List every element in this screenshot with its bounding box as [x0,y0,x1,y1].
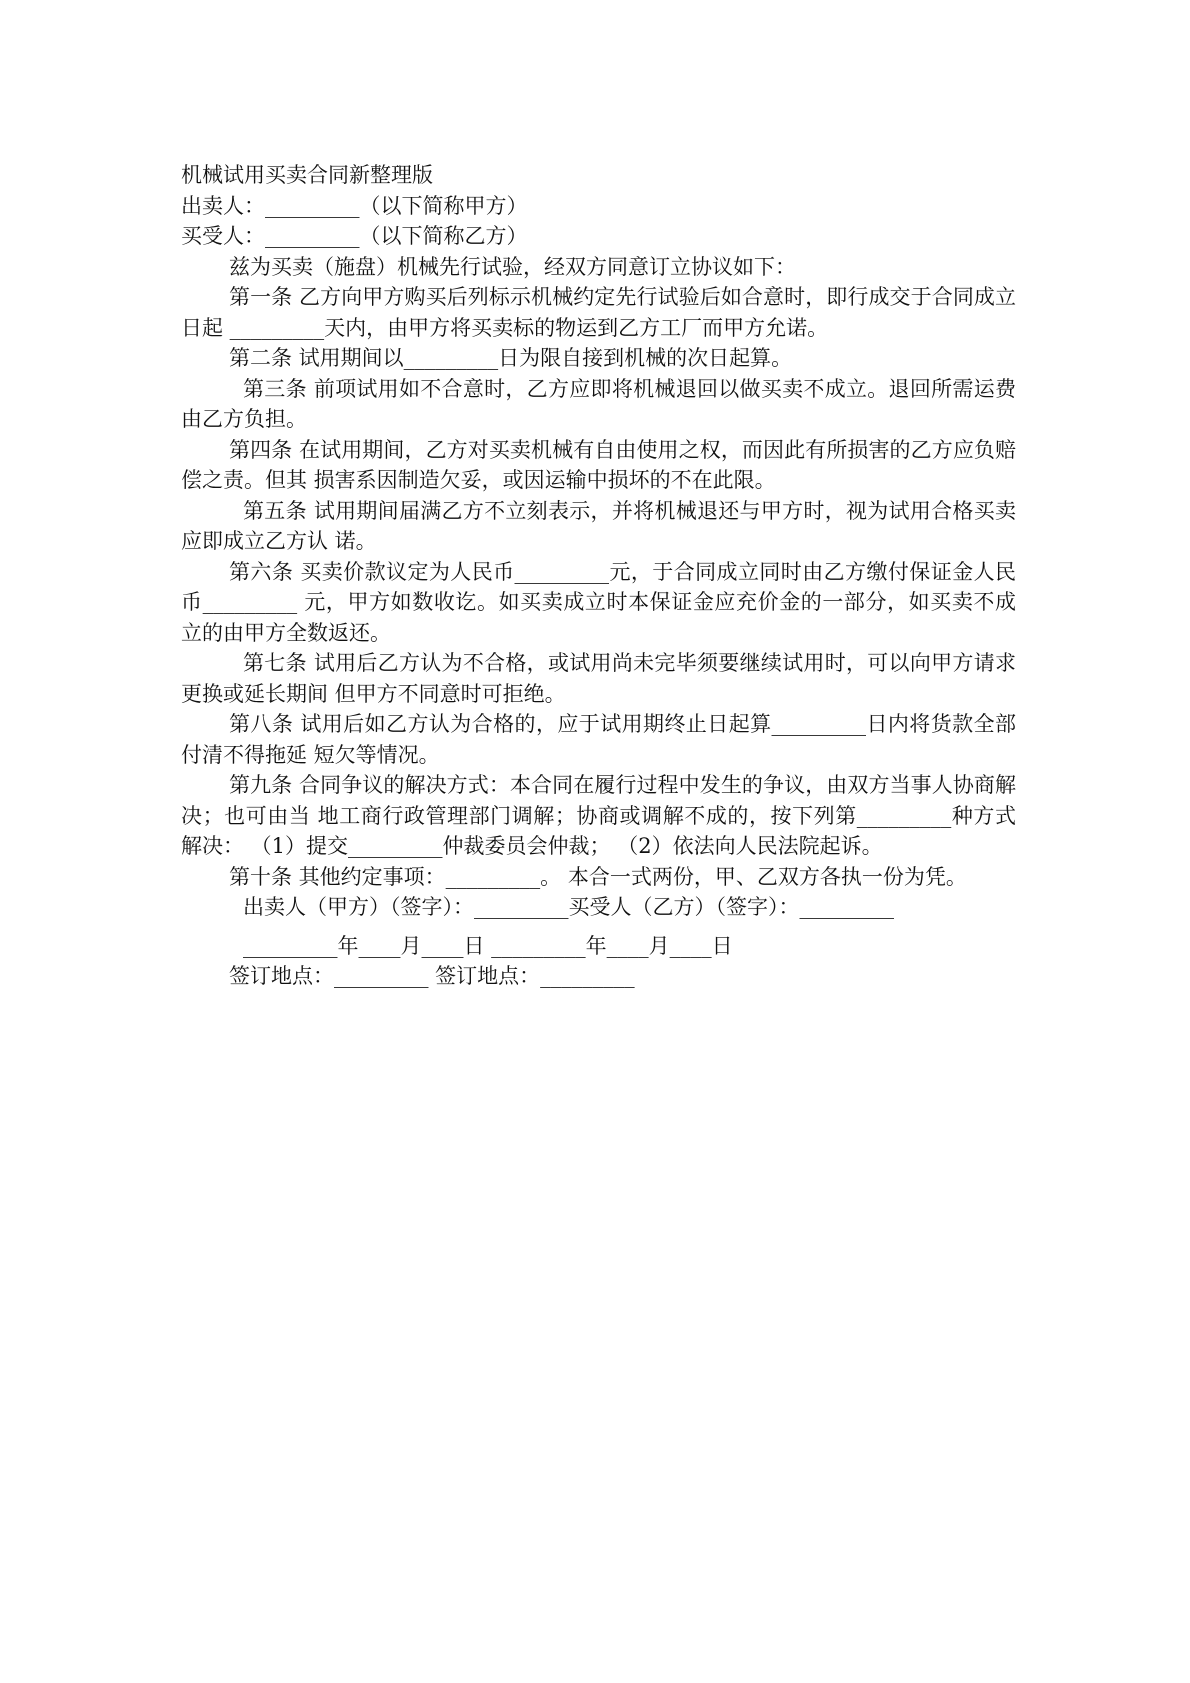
article-7: 第七条 试用后乙方认为不合格，或试用尚未完毕须要继续试用时，可以向甲方请求更换或延长期间 但甲方不同意时可拒绝。 [181,651,1016,706]
article-9: 第九条 合同争议的解决方式：本合同在履行过程中发生的争议，由双方当事人协商解决；也可由当 地工商行政管理部门调解；协商或调解不成的，按下列第_________种方式解决： （1）提交_________仲裁委员会仲裁； （2）依法向人民法院起诉。 [181,773,1016,858]
article-5: 第五条 试用期间届满乙方不立刻表示，并将机械退还与甲方时，视为试用合格买卖应即成立乙方认 诺。 [181,498,1016,553]
article-1: 第一条 乙方向甲方购买后列标示机械约定先行试验后如合意时，即行成交于合同成立日起 _________天内，由甲方将买卖标的物运到乙方工厂而甲方允诺。 [181,285,1016,340]
seller-line: 出卖人：_________（以下简称甲方） [181,193,528,218]
article-10: 第十条 其他约定事项：_________。 本合一式两份，甲、乙双方各执一份为凭。 [229,864,967,889]
article-6: 第六条 买卖价款议定为人民币_________元，于合同成立同时由乙方缴付保证金人民币_________ 元，甲方如数收讫。如买卖成立时本保证金应充价金的一部分，如买卖不成立的由甲方全数返还。 [181,559,1016,645]
article-4: 第四条 在试用期间，乙方对买卖机械有自由使用之权，而因此有所损害的乙方应负赔偿之责。但其 损害系因制造欠妥，或因运输中损坏的不在此限。 [181,437,1016,492]
date-line: _________年____月____日 _________年____月____日 [243,933,733,958]
signature-line: 出卖人（甲方）（签字）：_________买受人（乙方）（签字）：_________ [243,895,894,919]
contract-body [181,160,1016,992]
signing-place-line: 签订地点：_________ 签订地点：_________ [229,964,635,988]
article-3: 第三条 前项试用如不合意时，乙方应即将机械退回以做买卖不成立。退回所需运费由乙方负担。 [181,376,1016,431]
article-8: 第八条 试用后如乙方认为合格的，应于试用期终止日起算_________日内将货款全部付清不得拖延 短欠等情况。 [181,712,1016,767]
document-title: 机械试用买卖合同新整理版 [181,163,433,187]
article-2: 第二条 试用期间以_________日为限自接到机械的次日起算。 [229,346,793,370]
buyer-line: 买受人：_________（以下简称乙方） [181,224,528,248]
intro-paragraph: 兹为买卖（施盘）机械先行试验，经双方同意订立协议如下： [229,254,796,279]
